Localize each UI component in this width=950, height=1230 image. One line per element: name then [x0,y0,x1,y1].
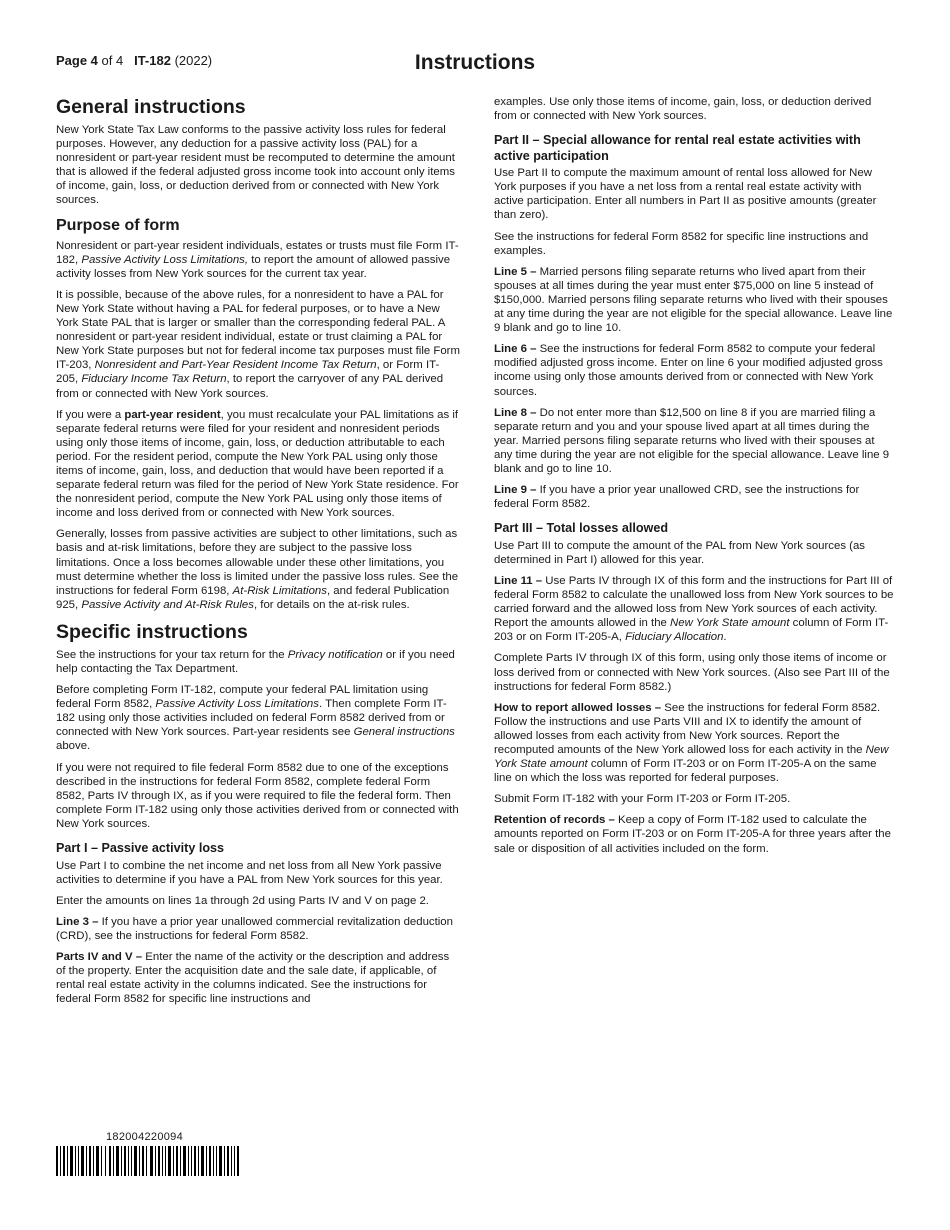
barcode-number: 182004220094 [106,1131,184,1143]
specific-instructions-heading: Specific instructions [56,620,248,643]
line-6-instruction: Line 6 – See the instructions for federal Form 8582 to compute your federal modified adjusted gross income. Enter on line 6 your modified adjusted gross income using only those amounts derived from or connected with New York sources. [494,343,883,398]
retention-paragraph: Retention of records – Keep a copy of Form IT-182 used to calculate the amounts reported on Form IT-203 or on Form IT-205-A for three years after the sale or disposition of all activities included on the form. [494,814,891,855]
general-instructions-heading: General instructions [56,96,246,118]
part-2-paragraph-1: Use Part II to compute the maximum amount of rental loss allowed for New York purposes if you have a net loss from a rental real estate activity with active participation. Enter all numbers in Part II as positive amounts (greater than zero). [494,167,877,222]
form-id: IT-182 [134,53,171,68]
purpose-of-form-heading: Purpose of form [56,216,180,234]
parts-4-5-instruction: Parts IV and V – Enter the name of the activity or the description and address of the property. Enter the acquisition date and the sale date, if applicable, of rental real estate activity in the columns indicated. See the instructions for federal Form 8582 for specific line instructions and [56,951,450,1006]
specific-paragraph-3: If you were not required to file federal Form 8582 due to one of the exceptions described in the instructions for federal Form 8582, complete federal Form 8582, Parts IV through IX, as if you were required to file the federal form. Then complete Form IT-182 using only those activities derived from or connected with New York sources. [56,761,459,830]
form-year: (2022) [174,53,213,68]
line-3-instruction: Line 3 – If you have a prior year unallowed commercial revitalization deduction (CRD), see the instructions for federal Form 8582. [56,915,453,942]
page-total: of 4 [101,53,124,68]
part-1-paragraph-1: Use Part I to combine the net income and net loss from all New York passive activities to determine if you have a PAL from New York sources for this year. [56,859,443,886]
specific-paragraph-1: See the instructions for your tax return for the Privacy notification or if you need help contacting the Tax Department. [56,648,455,675]
barcode-icon [56,1146,240,1176]
line-11-instruction: Line 11 – Use Parts IV through IX of this form and the instructions for Part III of federal Form 8582 to calculate the unallowed loss from New York sources to be carried forward and the allowed loss from New York sources of each activity. Report the amounts allowed in the New York State amount column of Form IT-203 or on Form IT-205-A, Fiduciary Allocation. [494,574,894,644]
specific-paragraph-2: Before completing Form IT-182, compute your federal PAL limitation using federal Form 8582, Passive Activity Loss Limitations. Then complete Form IT-182 using only those activities included on federal Form 8582 derived from or connected with New York sources. Part-year residents see General instructions above. [56,684,455,753]
line-5-instruction: Line 5 – Married persons filing separate returns who lived apart from their spouses at all times during the year must enter $75,000 on line 5 instead of $150,000. Married persons filing separate returns who lived with their spouses at any time during the year are not eligible for the special allowance. Leave line 9 blank and go to line 10. [494,265,893,335]
part-1-heading: Part I – Passive activity loss [56,841,225,856]
purpose-paragraph-1: Nonresident or part-year resident individuals, estates or trusts must file Form IT-182, Passive Activity Loss Limitations, to report the amount of allowed passive activity losses from New York sources for the current tax year. [56,239,459,280]
line-9-instruction: Line 9 – If you have a prior year unallowed CRD, see the instructions for federal Form 8582. [494,484,860,511]
right-column [494,95,894,863]
page-number: Page 4 [56,53,98,68]
purpose-paragraph-2: It is possible, because of the above rules, for a nonresident to have a PAL for New York State without having a PAL for federal purposes, or to have a New York State PAL that is larger or smaller than the corresponding federal PAL. A nonresident or part-year resident individual, estate or trust claiming a PAL for New York State purposes but not for federal income tax purposes must file Form IT-203, Nonresident and Part-Year Resident Income Tax Return, or Form IT-205, Fiduciary Income Tax Return, to report the carryover of any PAL derived from or connected with New York sources. [56,288,460,400]
general-instructions-text: New York State Tax Law conforms to the passive activity loss rules for federal purposes. However, any deduction for a passive activity loss (PAL) for a nonresident or part-year resident must be recomputed to determine the amount that is allowed if the federal adjusted gross income took into account only items of income, gain, loss, or deduction derived from or connected with New York sources. [56,124,455,207]
purpose-paragraph-4: Generally, losses from passive activities are subject to other limitations, such as basis and at-risk limitations, before they are subject to the passive loss limitations. Once a loss becomes allowable under these other limitations, you must determine whether the loss is limited under the passive loss rules. See the instructions for federal Form 6198, At-Risk Limitations, and federal Publication 925, Passive Activity and At-Risk Rules, for details on the at-risk rules. [56,528,459,611]
part-1-paragraph-2: Enter the amounts on lines 1a through 2d using Parts IV and V on page 2. [56,894,429,907]
page-title: Instructions [414,51,536,74]
part-3-heading: Part III – Total losses allowed [494,521,669,536]
left-column [56,95,460,1013]
continued-paragraph: examples. Use only those items of income, gain, loss, or deduction derived from or connected with New York sources. [494,96,872,123]
purpose-paragraph-3: If you were a part-year resident, you must recalculate your PAL limitations as if separate federal returns were filed for your resident and nonresident periods using only those items of income, gain, loss, or deduction attributable to each period. For the resident period, compute the New York PAL using only those items of income, gain, loss, and deduction that would have been reported if a separate federal return was filed for the period of New York State residence. For the nonresident period, compute the New York PAL using only those items of income and loss derived from or connected with New York sources. [56,408,459,520]
part-2-heading: Part II – Special allowance for rental real estate activities with active participation [494,133,861,163]
part-3-paragraph-1: Use Part III to compute the amount of the PAL from New York sources (as determined in Part I) allowed for this year. [494,539,866,566]
how-to-report-paragraph: How to report allowed losses – See the instructions for federal Form 8582. Follow the instructions and use Parts VIII and IX to identify the amount of allowed losses from each activity from New York sources. Report the recomputed amounts of the New York allowed loss for each activity in the New York State amount column of Form IT-203 or on Form IT-205-A on the same line on which the loss was reported for federal purposes. [494,701,889,785]
line-8-instruction: Line 8 – Do not enter more than $12,500 on line 8 if you are married filing a separate return and you and your spouse lived apart at all times during the year. Married persons filing separate returns who lived with their spouses at any time during the year are not eligible for the special allowance. Leave line 9 blank and go to line 10. [494,406,890,475]
submit-paragraph: Submit Form IT-182 with your Form IT-203 or Form IT-205. [494,793,791,806]
complete-parts-paragraph: Complete Parts IV through IX of this form, using only those items of income or loss derived from or connected with New York sources. (Also see Part III of the instructions for federal Form 8582.) [494,652,890,693]
part-2-paragraph-2: See the instructions for federal Form 8582 for specific line instructions and examples. [494,230,869,257]
